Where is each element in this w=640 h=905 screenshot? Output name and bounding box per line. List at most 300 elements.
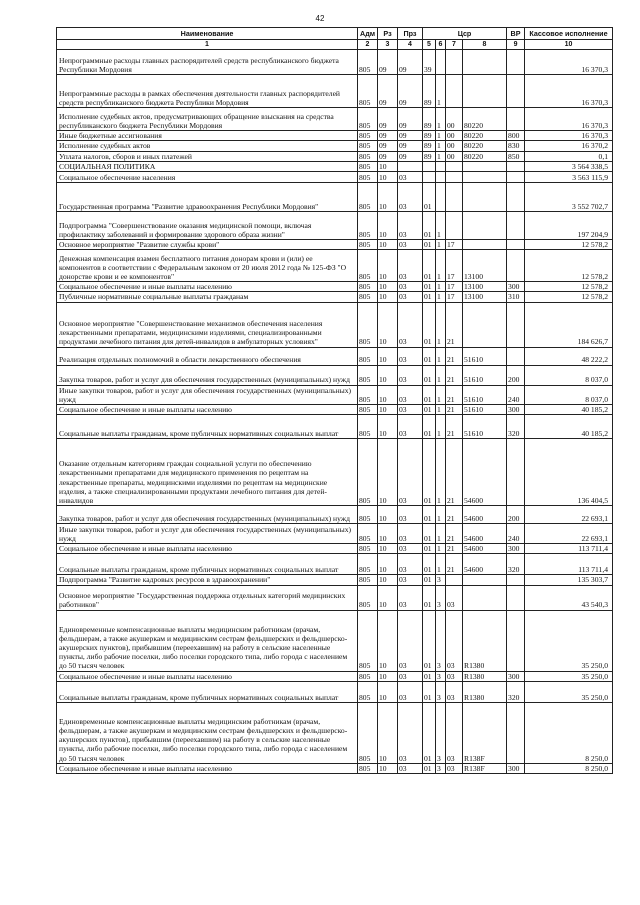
row-rz: 10 <box>378 292 398 302</box>
row-rz: 10 <box>378 161 398 171</box>
row-prz: 09 <box>398 75 423 108</box>
row-amount: 3 563 115,9 <box>525 172 613 183</box>
header-rz: Рз <box>378 28 398 40</box>
header-amount: Кассовое исполнение <box>525 28 613 40</box>
row-amount: 3 564 338,5 <box>525 161 613 171</box>
row-name: Социальные выплаты гражданам, кроме публичных нормативных социальных выплат <box>57 415 358 439</box>
row-prz: 09 <box>398 50 423 75</box>
row-csr-direction <box>463 585 507 610</box>
row-csr-event: 03 <box>446 702 463 763</box>
row-csr-program: 89 <box>423 151 436 161</box>
row-csr-direction: 13100 <box>463 292 507 302</box>
row-csr-program: 01 <box>423 681 436 702</box>
row-csr-program: 01 <box>423 415 436 439</box>
row-csr-program <box>423 161 436 171</box>
row-amount: 135 303,7 <box>525 575 613 585</box>
row-adm: 805 <box>358 681 378 702</box>
row-prz: 09 <box>398 151 423 161</box>
row-vr: 200 <box>507 365 525 385</box>
row-vr: 850 <box>507 151 525 161</box>
row-csr-subprogram: 1 <box>436 439 446 506</box>
row-csr-direction: 54600 <box>463 506 507 524</box>
row-rz: 10 <box>378 585 398 610</box>
row-rz: 10 <box>378 347 398 365</box>
row-csr-event <box>446 575 463 585</box>
row-adm: 805 <box>358 575 378 585</box>
row-name: Единовременные компенсационные выплаты медицинским работникам (врачам, фельдшерам, а также акушеркам и медицинским сестрам фельдшерских и фельдшерско-акушерских пунктов), прибывшим (переехавшим) на работу в сельские населенные пункты, либо рабочие поселки, либо поселки городского типа, либо города с населением до 50 тысяч человек <box>57 702 358 763</box>
table-row <box>57 131 613 141</box>
row-prz: 03 <box>398 610 423 671</box>
row-adm: 805 <box>358 524 378 544</box>
row-csr-subprogram: 3 <box>436 610 446 671</box>
row-adm: 805 <box>358 763 378 773</box>
row-name: Денежная компенсация взамен бесплатного питания донорам крови и (или) ее компонентов в соответствии с Федеральным законом от 20 июля 2012 года № 125-ФЗ "О донорстве крови и ее компонентов" <box>57 250 358 282</box>
row-adm: 805 <box>358 108 378 131</box>
table-row <box>57 212 613 240</box>
row-csr-program: 01 <box>423 575 436 585</box>
row-csr-event: 03 <box>446 585 463 610</box>
row-amount: 43 540,3 <box>525 585 613 610</box>
row-amount: 48 222,2 <box>525 347 613 365</box>
row-csr-subprogram <box>436 161 446 171</box>
table-row <box>57 610 613 671</box>
row-prz: 03 <box>398 172 423 183</box>
row-vr: 300 <box>507 544 525 554</box>
row-vr <box>507 585 525 610</box>
row-prz: 03 <box>398 240 423 250</box>
row-vr: 320 <box>507 681 525 702</box>
row-csr-direction: R138F <box>463 763 507 773</box>
row-vr <box>507 183 525 212</box>
row-prz: 03 <box>398 347 423 365</box>
table-row <box>57 151 613 161</box>
row-name: Социальное обеспечение населения <box>57 172 358 183</box>
row-csr-subprogram: 1 <box>436 524 446 544</box>
row-csr-direction: R1380 <box>463 671 507 681</box>
row-name: Основное мероприятие "Совершенствование механизмов обеспечения населения лекарственными препаратами, медицинскими изделиями, специализированными продуктами лечебного питания для детей-инвалидов в амбулаторных условиях" <box>57 302 358 347</box>
row-vr: 200 <box>507 506 525 524</box>
header-vr: ВР <box>507 28 525 40</box>
row-csr-program: 01 <box>423 671 436 681</box>
row-vr <box>507 347 525 365</box>
row-amount: 3 552 702,7 <box>525 183 613 212</box>
row-rz: 09 <box>378 151 398 161</box>
table-row <box>57 671 613 681</box>
table-row <box>57 141 613 151</box>
row-vr: 240 <box>507 385 525 404</box>
row-csr-subprogram: 3 <box>436 702 446 763</box>
row-amount: 22 693,1 <box>525 506 613 524</box>
row-csr-event <box>446 75 463 108</box>
row-prz: 03 <box>398 681 423 702</box>
row-csr-event: 21 <box>446 405 463 415</box>
row-csr-program: 01 <box>423 554 436 575</box>
row-name: Исполнение судебных актов <box>57 141 358 151</box>
row-adm: 805 <box>358 240 378 250</box>
row-csr-direction: 51610 <box>463 405 507 415</box>
row-csr-direction: 80220 <box>463 151 507 161</box>
table-row <box>57 585 613 610</box>
row-csr-subprogram: 1 <box>436 108 446 131</box>
row-vr <box>507 172 525 183</box>
header-adm: Адм <box>358 28 378 40</box>
row-vr <box>507 240 525 250</box>
row-name: Единовременные компенсационные выплаты медицинским работникам (врачам, фельдшерам, а также акушеркам и медицинским сестрам фельдшерских и фельдшерско-акушерских пунктов), прибывшим (переехавшим) на работу в сельские населенные пункты, либо рабочие поселки, либо поселки городского типа, либо города с населением до 50 тысяч человек <box>57 610 358 671</box>
row-csr-subprogram: 1 <box>436 151 446 161</box>
table-row <box>57 524 613 544</box>
row-adm: 805 <box>358 292 378 302</box>
row-vr: 320 <box>507 554 525 575</box>
row-csr-direction: 54600 <box>463 554 507 575</box>
row-csr-direction: 80220 <box>463 131 507 141</box>
row-adm: 805 <box>358 212 378 240</box>
row-rz: 10 <box>378 763 398 773</box>
column-number: 4 <box>398 40 423 50</box>
table-row <box>57 439 613 506</box>
row-amount: 8 250,0 <box>525 763 613 773</box>
row-amount: 136 404,5 <box>525 439 613 506</box>
row-amount: 113 711,4 <box>525 544 613 554</box>
row-csr-event: 00 <box>446 108 463 131</box>
row-prz: 03 <box>398 506 423 524</box>
row-name: Закупка товаров, работ и услуг для обеспечения государственных (муниципальных) нужд <box>57 365 358 385</box>
table-row <box>57 405 613 415</box>
row-rz: 10 <box>378 302 398 347</box>
row-amount: 16 370,2 <box>525 141 613 151</box>
row-csr-event: 00 <box>446 151 463 161</box>
column-number-row <box>57 40 613 50</box>
table-row <box>57 161 613 171</box>
row-csr-event: 00 <box>446 141 463 151</box>
row-csr-direction: R1380 <box>463 681 507 702</box>
table-row <box>57 575 613 585</box>
row-prz: 09 <box>398 108 423 131</box>
row-name: Социальное обеспечение и иные выплаты населению <box>57 405 358 415</box>
row-name: Исполнение судебных актов, предусматривающих обращение взыскания на средства республиканского бюджета Республики Мордовия <box>57 108 358 131</box>
budget-table <box>56 27 613 774</box>
row-csr-direction: 54600 <box>463 544 507 554</box>
row-csr-program: 89 <box>423 141 436 151</box>
table-row <box>57 108 613 131</box>
row-name: Социальное обеспечение и иные выплаты населению <box>57 671 358 681</box>
row-vr <box>507 75 525 108</box>
row-prz: 03 <box>398 385 423 404</box>
column-number: 2 <box>358 40 378 50</box>
row-csr-direction: 54600 <box>463 524 507 544</box>
row-amount: 16 370,3 <box>525 131 613 141</box>
row-csr-subprogram: 1 <box>436 544 446 554</box>
row-csr-direction: 13100 <box>463 250 507 282</box>
row-csr-program: 01 <box>423 702 436 763</box>
column-number: 6 <box>436 40 446 50</box>
row-vr <box>507 212 525 240</box>
row-name: Иные бюджетные ассигнования <box>57 131 358 141</box>
row-amount: 197 204,9 <box>525 212 613 240</box>
row-adm: 805 <box>358 131 378 141</box>
row-rz: 10 <box>378 282 398 292</box>
row-vr <box>507 575 525 585</box>
row-rz: 10 <box>378 365 398 385</box>
row-vr: 300 <box>507 763 525 773</box>
row-csr-direction <box>463 212 507 240</box>
row-csr-subprogram <box>436 50 446 75</box>
row-adm: 805 <box>358 302 378 347</box>
table-row <box>57 250 613 282</box>
row-rz: 09 <box>378 108 398 131</box>
row-vr: 240 <box>507 524 525 544</box>
header-prz: Прз <box>398 28 423 40</box>
row-amount: 8 250,0 <box>525 702 613 763</box>
row-csr-event: 21 <box>446 524 463 544</box>
row-csr-program: 01 <box>423 240 436 250</box>
row-csr-program: 01 <box>423 385 436 404</box>
row-csr-event <box>446 50 463 75</box>
row-csr-program: 39 <box>423 50 436 75</box>
row-csr-direction <box>463 240 507 250</box>
row-prz: 09 <box>398 141 423 151</box>
row-csr-program: 89 <box>423 131 436 141</box>
table-row <box>57 544 613 554</box>
row-csr-event: 21 <box>446 439 463 506</box>
row-prz: 03 <box>398 302 423 347</box>
row-name: Иные закупки товаров, работ и услуг для обеспечения государственных (муниципальных) нужд <box>57 385 358 404</box>
row-vr <box>507 702 525 763</box>
row-rz: 09 <box>378 50 398 75</box>
row-csr-direction <box>463 183 507 212</box>
row-adm: 805 <box>358 610 378 671</box>
row-amount: 8 037,0 <box>525 365 613 385</box>
row-csr-direction: 51610 <box>463 385 507 404</box>
row-csr-program: 01 <box>423 544 436 554</box>
row-rz: 10 <box>378 250 398 282</box>
row-csr-event: 21 <box>446 385 463 404</box>
row-csr-program: 01 <box>423 183 436 212</box>
row-name: Непрограммные расходы в рамках обеспечения деятельности главных распорядителей средств республиканского бюджета Республики Мордовия <box>57 75 358 108</box>
row-rz: 09 <box>378 131 398 141</box>
row-csr-subprogram: 1 <box>436 365 446 385</box>
row-vr <box>507 302 525 347</box>
row-rz: 10 <box>378 671 398 681</box>
row-amount: 12 578,2 <box>525 282 613 292</box>
row-csr-subprogram: 3 <box>436 575 446 585</box>
row-prz: 03 <box>398 702 423 763</box>
row-adm: 805 <box>358 282 378 292</box>
row-name: Подпрограмма "Развитие кадровых ресурсов в здравоохранении" <box>57 575 358 585</box>
row-rz: 09 <box>378 141 398 151</box>
row-prz: 03 <box>398 292 423 302</box>
column-number: 5 <box>423 40 436 50</box>
table-row <box>57 172 613 183</box>
row-prz: 03 <box>398 585 423 610</box>
row-amount: 16 370,3 <box>525 75 613 108</box>
row-amount: 12 578,2 <box>525 292 613 302</box>
table-row <box>57 554 613 575</box>
row-vr: 300 <box>507 282 525 292</box>
row-rz: 10 <box>378 439 398 506</box>
table-row <box>57 50 613 75</box>
row-prz: 09 <box>398 131 423 141</box>
row-vr: 320 <box>507 415 525 439</box>
row-csr-program: 89 <box>423 75 436 108</box>
row-csr-subprogram: 1 <box>436 506 446 524</box>
row-amount: 40 185,2 <box>525 405 613 415</box>
row-name: Социальное обеспечение и иные выплаты населению <box>57 544 358 554</box>
row-amount: 35 250,0 <box>525 671 613 681</box>
row-rz: 10 <box>378 385 398 404</box>
row-prz: 03 <box>398 212 423 240</box>
row-amount: 8 037,0 <box>525 385 613 404</box>
row-csr-program: 01 <box>423 347 436 365</box>
column-number: 3 <box>378 40 398 50</box>
row-csr-direction: 80220 <box>463 108 507 131</box>
row-csr-direction: 80220 <box>463 141 507 151</box>
row-name: Иные закупки товаров, работ и услуг для обеспечения государственных (муниципальных) нужд <box>57 524 358 544</box>
row-csr-subprogram: 1 <box>436 282 446 292</box>
row-csr-subprogram: 1 <box>436 292 446 302</box>
row-name: Основное мероприятие "Государственная поддержка отдельных категорий медицинских работников" <box>57 585 358 610</box>
row-rz: 10 <box>378 212 398 240</box>
row-csr-event: 21 <box>446 554 463 575</box>
row-amount: 184 626,7 <box>525 302 613 347</box>
row-rz: 10 <box>378 506 398 524</box>
row-csr-event: 21 <box>446 415 463 439</box>
row-prz: 03 <box>398 405 423 415</box>
row-csr-event: 17 <box>446 240 463 250</box>
row-amount: 22 693,1 <box>525 524 613 544</box>
row-csr-subprogram: 1 <box>436 554 446 575</box>
row-csr-event: 17 <box>446 250 463 282</box>
row-amount: 40 185,2 <box>525 415 613 439</box>
row-csr-direction: 13100 <box>463 282 507 292</box>
row-amount: 16 370,3 <box>525 108 613 131</box>
row-name: Основное мероприятие "Развитие службы крови" <box>57 240 358 250</box>
row-csr-direction <box>463 302 507 347</box>
row-csr-event: 03 <box>446 610 463 671</box>
row-adm: 805 <box>358 75 378 108</box>
row-name: Уплата налогов, сборов и иных платежей <box>57 151 358 161</box>
row-prz: 03 <box>398 544 423 554</box>
row-csr-direction: 51610 <box>463 347 507 365</box>
row-adm: 805 <box>358 151 378 161</box>
row-csr-program: 01 <box>423 585 436 610</box>
row-csr-program: 01 <box>423 292 436 302</box>
row-adm: 805 <box>358 365 378 385</box>
row-adm: 805 <box>358 544 378 554</box>
row-csr-direction <box>463 75 507 108</box>
column-number: 9 <box>507 40 525 50</box>
table-row <box>57 240 613 250</box>
row-name: Подпрограмма "Совершенствование оказания медицинской помощи, включая профилактику заболеваний и формирование здорового образа жизни" <box>57 212 358 240</box>
row-csr-program: 01 <box>423 610 436 671</box>
row-csr-event: 21 <box>446 347 463 365</box>
row-prz: 03 <box>398 575 423 585</box>
column-number: 7 <box>446 40 463 50</box>
row-vr <box>507 250 525 282</box>
row-prz: 03 <box>398 415 423 439</box>
row-amount: 16 370,3 <box>525 50 613 75</box>
row-csr-subprogram <box>436 183 446 212</box>
row-adm: 805 <box>358 671 378 681</box>
row-adm: 805 <box>358 702 378 763</box>
row-vr <box>507 108 525 131</box>
row-csr-subprogram: 1 <box>436 131 446 141</box>
row-adm: 805 <box>358 506 378 524</box>
row-csr-event: 00 <box>446 131 463 141</box>
row-csr-program: 01 <box>423 439 436 506</box>
row-csr-subprogram: 1 <box>436 141 446 151</box>
header-csr: Цср <box>423 28 507 40</box>
row-csr-program: 01 <box>423 365 436 385</box>
row-vr <box>507 439 525 506</box>
row-adm: 805 <box>358 250 378 282</box>
row-csr-event: 21 <box>446 365 463 385</box>
row-amount: 12 578,2 <box>525 240 613 250</box>
table-row <box>57 506 613 524</box>
row-prz: 03 <box>398 554 423 575</box>
row-csr-event: 21 <box>446 506 463 524</box>
row-prz <box>398 161 423 171</box>
table-row <box>57 183 613 212</box>
row-csr-program <box>423 172 436 183</box>
row-name: СОЦИАЛЬНАЯ ПОЛИТИКА <box>57 161 358 171</box>
column-number: 8 <box>463 40 507 50</box>
row-csr-direction: R138F <box>463 702 507 763</box>
row-rz: 09 <box>378 75 398 108</box>
row-name: Социальное обеспечение и иные выплаты населению <box>57 282 358 292</box>
row-vr <box>507 610 525 671</box>
row-csr-subprogram: 1 <box>436 405 446 415</box>
row-csr-subprogram: 3 <box>436 585 446 610</box>
row-csr-direction <box>463 172 507 183</box>
row-prz: 03 <box>398 524 423 544</box>
row-rz: 10 <box>378 702 398 763</box>
row-csr-direction: 51610 <box>463 415 507 439</box>
row-csr-program: 01 <box>423 302 436 347</box>
header-row <box>57 28 613 40</box>
row-csr-program: 01 <box>423 282 436 292</box>
header-name: Наименование <box>57 28 358 40</box>
table-row <box>57 282 613 292</box>
table-row <box>57 347 613 365</box>
table-row <box>57 702 613 763</box>
row-adm: 805 <box>358 439 378 506</box>
row-rz: 10 <box>378 575 398 585</box>
row-csr-event: 03 <box>446 763 463 773</box>
row-adm: 805 <box>358 141 378 151</box>
row-csr-program: 89 <box>423 108 436 131</box>
row-csr-event: 03 <box>446 671 463 681</box>
row-prz: 03 <box>398 763 423 773</box>
row-vr: 300 <box>507 671 525 681</box>
row-csr-subprogram: 1 <box>436 347 446 365</box>
row-prz: 03 <box>398 365 423 385</box>
row-csr-event: 17 <box>446 292 463 302</box>
row-amount: 113 711,4 <box>525 554 613 575</box>
row-csr-program: 01 <box>423 524 436 544</box>
row-adm: 805 <box>358 161 378 171</box>
row-csr-subprogram: 1 <box>436 415 446 439</box>
row-csr-subprogram: 3 <box>436 681 446 702</box>
row-adm: 805 <box>358 405 378 415</box>
row-adm: 805 <box>358 183 378 212</box>
row-rz: 10 <box>378 415 398 439</box>
row-csr-direction <box>463 161 507 171</box>
row-csr-subprogram: 3 <box>436 763 446 773</box>
row-csr-event <box>446 161 463 171</box>
table-row <box>57 292 613 302</box>
table-row <box>57 415 613 439</box>
row-csr-program: 01 <box>423 405 436 415</box>
